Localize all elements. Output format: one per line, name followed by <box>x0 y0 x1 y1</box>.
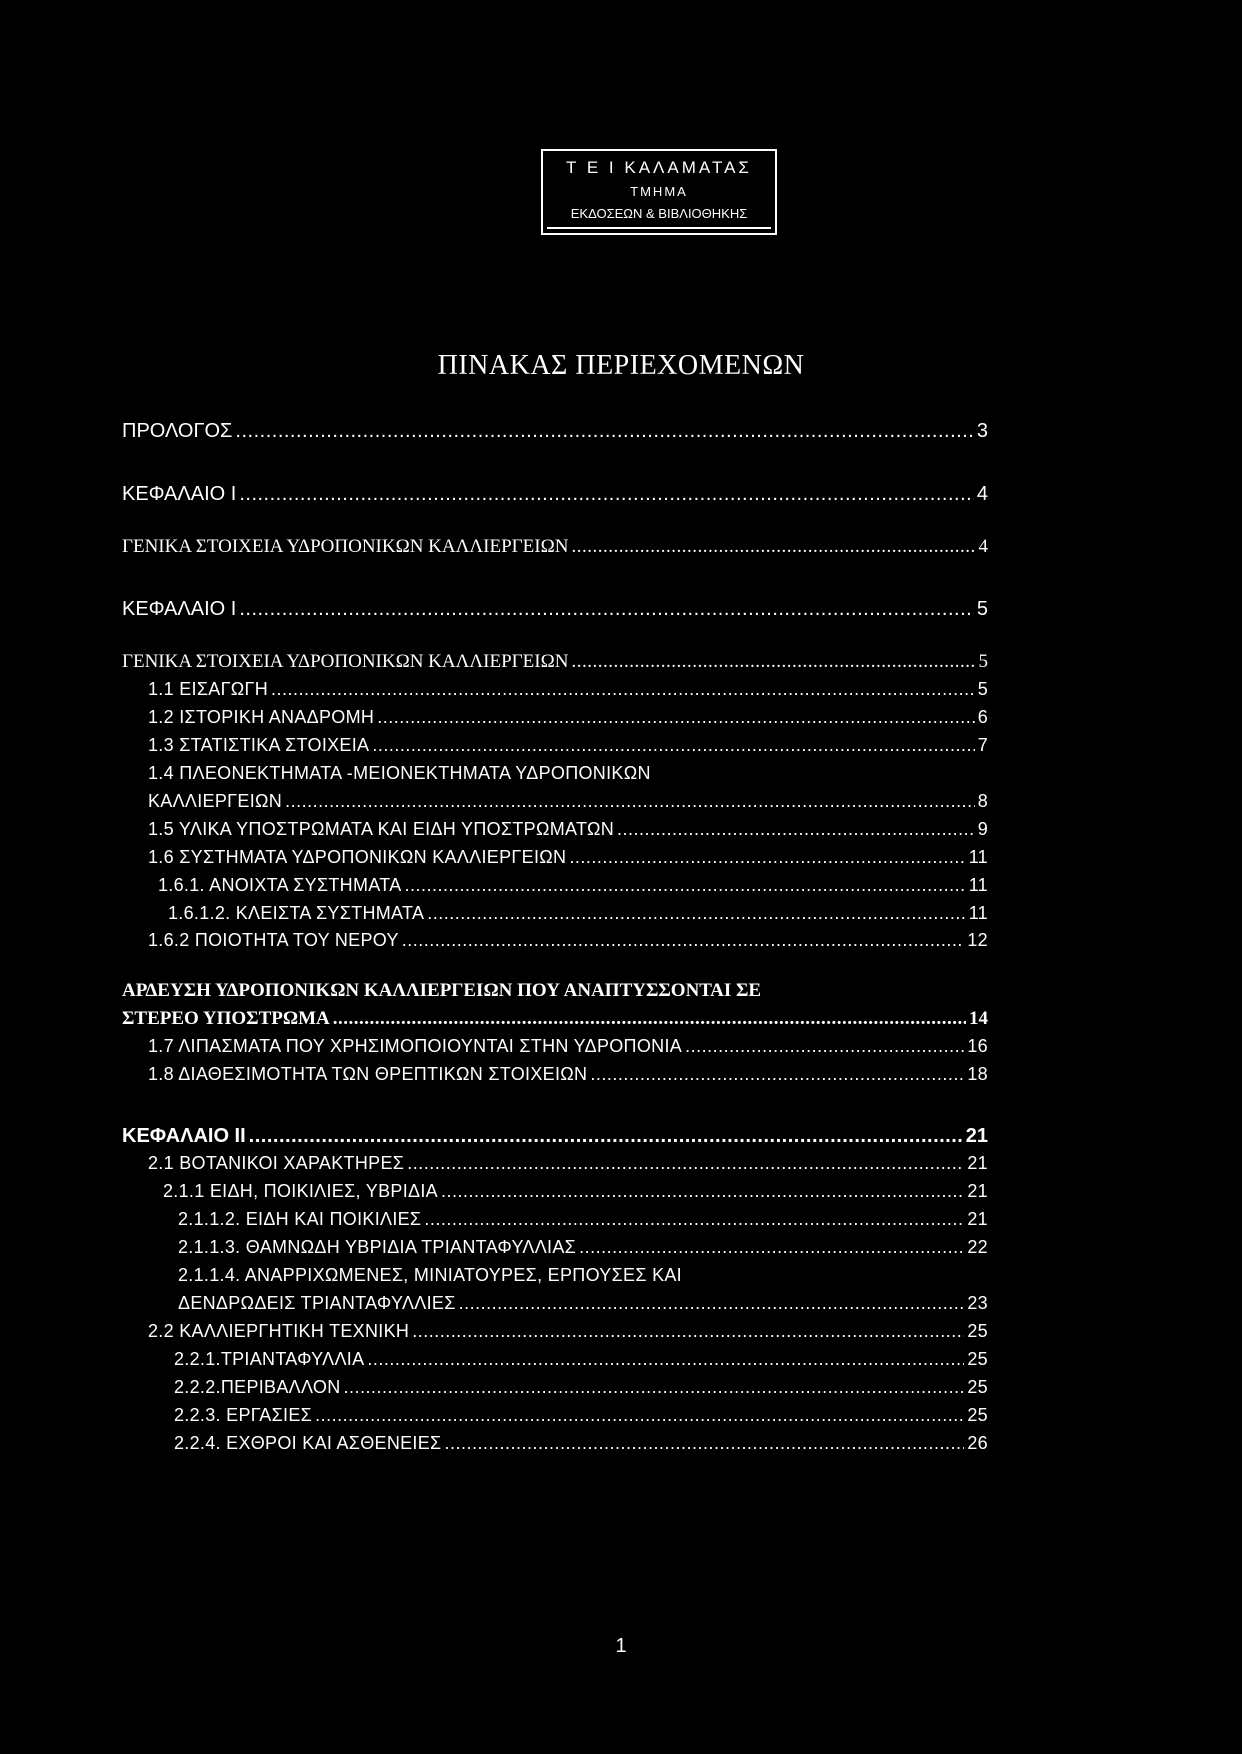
toc-entry-page: 11 <box>968 903 988 923</box>
toc-entry-page: 11 <box>968 847 988 867</box>
toc-entry-label: 2.2.4. ΕΧΘΡΟΙ ΚΑΙ ΑΣΘΕΝΕΙΕΣ <box>174 1433 442 1453</box>
toc-entry <box>148 791 988 812</box>
toc-entry-label: ΣΤΕΡΕΟ ΥΠΟΣΤΡΩΜΑ <box>122 1008 330 1029</box>
toc-entry-page: 5 <box>978 651 988 672</box>
toc-leader <box>333 1008 966 1030</box>
toc-entry <box>122 420 988 443</box>
toc-entry-label: 1.1 ΕΙΣΑΓΩΓΗ <box>148 679 269 699</box>
toc-leader <box>377 707 975 728</box>
toc-entry <box>148 819 988 840</box>
toc-entry-page: 4 <box>976 483 988 505</box>
toc-entry-page: 21 <box>967 1181 988 1201</box>
toc-entry <box>178 1293 988 1314</box>
toc-entry-label: ΚΑΛΛΙΕΡΓΕΙΩΝ <box>148 791 283 811</box>
toc-entry-label: ΚΕΦΑΛΑΙΟ Ι <box>122 483 237 505</box>
toc-leader <box>405 875 966 896</box>
toc-entry-page: 25 <box>967 1321 988 1341</box>
toc-entry-label: 1.6.1.2. ΚΛΕΙΣΤΑ ΣΥΣΤΗΜΑΤΑ <box>168 903 425 923</box>
toc-leader <box>249 1125 963 1148</box>
toc-leader <box>235 420 973 443</box>
toc-entry <box>148 735 988 756</box>
toc-entry <box>178 1237 988 1258</box>
toc-leader <box>571 536 975 558</box>
toc-entry <box>148 679 988 700</box>
toc-entry-page: 21 <box>967 1209 988 1229</box>
toc-entry-label: 2.2 ΚΑΛΛΙΕΡΓΗΤΙΚΗ ΤΕΧΝΙΚΗ <box>148 1321 410 1341</box>
toc-entry <box>174 1433 988 1454</box>
toc-entry <box>122 651 988 673</box>
toc-leader <box>459 1293 965 1314</box>
page-number: 1 <box>615 1635 627 1657</box>
toc-entry-label-line1: ΑΡΔΕΥΣΗ ΥΔΡΟΠΟΝΙΚΩΝ ΚΑΛΛΙΕΡΓΕΙΩΝ ΠΟΥ ΑΝΑΠΤΥΣΣΟΝΤΑΙ ΣΕ <box>122 980 762 1001</box>
toc-entry <box>148 1064 988 1085</box>
toc-leader <box>569 847 965 868</box>
toc-entry <box>122 1008 988 1030</box>
toc-entry <box>148 1036 988 1057</box>
page-title: ΠΙΝΑΚΑΣ ΠΕΡΙΕΧΟΜΕΝΩΝ <box>437 350 805 381</box>
toc-leader <box>271 679 975 700</box>
toc-entry-page: 21 <box>965 1125 988 1147</box>
toc-leader <box>617 819 975 840</box>
toc-entry <box>122 1125 988 1148</box>
toc-entry-label: ΓΕΝΙΚΑ ΣΤΟΙΧΕΙΑ ΥΔΡΟΠΟΝΙΚΩΝ ΚΑΛΛΙΕΡΓΕΙΩΝ <box>122 536 569 557</box>
toc-entry-label-line1: 2.1.1.4. ΑΝΑΡΡΙΧΩΜΕΝΕΣ, ΜΙΝΙΑΤΟΥΡΕΣ, ΕΡΠΟΥΣΕΣ ΚΑΙ <box>178 1265 682 1285</box>
toc-entry-label: 2.2.1.ΤΡΙΑΝΤΑΦΥΛΛΙΑ <box>174 1349 365 1369</box>
toc-leader <box>590 1064 964 1085</box>
toc-entry-page: 18 <box>967 1064 988 1084</box>
toc-entry-label: 2.1 ΒΟΤΑΝΙΚΟΙ ΧΑΡΑΚΤΗΡΕΣ <box>148 1153 405 1173</box>
toc-entry <box>178 1209 988 1230</box>
toc-leader <box>412 1321 964 1342</box>
toc-entry-label: 2.1.1.3. ΘΑΜΝΩΔΗ ΥΒΡΙΔΙΑ ΤΡΙΑΝΤΑΦΥΛΛΙΑΣ <box>178 1237 577 1257</box>
toc-entry-label-line1: 1.4 ΠΛΕΟΝΕΚΤΗΜΑΤΑ -ΜΕΙΟΝΕΚΤΗΜΑΤΑ ΥΔΡΟΠΟΝΙΚΩΝ <box>148 763 651 783</box>
toc-entry-page: 25 <box>967 1405 988 1425</box>
toc-entry-label: ΚΕΦΑΛΑΙΟ ΙΙ <box>122 1125 246 1147</box>
toc-entry-label: 1.3 ΣΤΑΤΙΣΤΙΚΑ ΣΤΟΙΧΕΙΑ <box>148 735 370 755</box>
toc-entry-page: 12 <box>967 930 988 950</box>
toc-leader <box>239 483 974 506</box>
toc-leader <box>285 791 975 812</box>
toc-entry <box>122 483 988 506</box>
toc-entry-page: 25 <box>967 1349 988 1369</box>
toc-entry <box>148 1153 988 1174</box>
toc-entry <box>168 903 988 924</box>
toc-leader <box>579 1237 964 1258</box>
toc-entry-label: ΓΕΝΙΚΑ ΣΤΟΙΧΕΙΑ ΥΔΡΟΠΟΝΙΚΩΝ ΚΑΛΛΙΕΡΓΕΙΩΝ <box>122 651 569 672</box>
toc-entry-label: 2.2.2.ΠΕΡΙΒΑΛΛΟΝ <box>174 1377 341 1397</box>
toc-entry-page: 6 <box>977 707 988 727</box>
toc-entry-page: 16 <box>967 1036 988 1056</box>
toc-entry-label: 1.8 ΔΙΑΘΕΣΙΜΟΤΗΤΑ ΤΩΝ ΘΡΕΠΤΙΚΩΝ ΣΤΟΙΧΕΙΩΝ <box>148 1064 588 1084</box>
toc-entry-label: ΔΕΝΔΡΩΔΕΙΣ ΤΡΙΑΝΤΑΦΥΛΛΙΕΣ <box>178 1293 456 1313</box>
toc-leader <box>424 1209 964 1230</box>
toc-entry-label: 1.6.2 ΠΟΙΟΤΗΤΑ ΤΟΥ ΝΕΡΟΥ <box>148 930 399 950</box>
library-stamp <box>541 149 777 235</box>
toc-entry <box>122 598 988 621</box>
toc-entry-page: 7 <box>977 735 988 755</box>
stamp-underline <box>547 227 771 229</box>
stamp-line-1: Τ Ε Ι ΚΑΛΑΜΑΤΑΣ <box>566 158 752 177</box>
toc-leader <box>367 1349 964 1370</box>
toc-entry-label: 1.6 ΣΥΣΤΗΜΑΤΑ ΥΔΡΟΠΟΝΙΚΩΝ ΚΑΛΛΙΕΡΓΕΙΩΝ <box>148 847 567 867</box>
toc-entry <box>163 1181 988 1202</box>
toc-leader <box>239 598 974 621</box>
toc-leader <box>402 930 965 951</box>
toc-leader <box>571 651 975 673</box>
toc-entry-label: 1.2 ΙΣΤΟΡΙΚΗ ΑΝΑΔΡΟΜΗ <box>148 707 375 727</box>
toc-entry-page: 11 <box>968 875 988 895</box>
toc-entry-label: 1.7 ΛΙΠΑΣΜΑΤΑ ΠΟΥ ΧΡΗΣΙΜΟΠΟΙΟΥΝΤΑΙ ΣΤΗΝ ΥΔΡΟΠΟΝΙΑ <box>148 1036 683 1056</box>
toc-entry-page: 4 <box>978 536 988 557</box>
toc-entry <box>174 1405 988 1426</box>
toc-entry <box>148 707 988 728</box>
toc-leader <box>407 1153 964 1174</box>
toc-entry-label: ΚΕΦΑΛΑΙΟ Ι <box>122 598 237 620</box>
toc-entry-page: 23 <box>967 1293 988 1313</box>
toc-entry-page: 25 <box>967 1377 988 1397</box>
toc-entry-label: ΠΡΟΛΟΓΟΣ <box>122 420 233 442</box>
stamp-line-2: ΤΜΗΜΑ <box>630 184 688 199</box>
toc-entry-page: 22 <box>967 1237 988 1257</box>
toc-entry <box>122 536 988 558</box>
toc-entry <box>148 930 988 951</box>
toc-leader <box>444 1433 964 1454</box>
toc-entry <box>174 1377 988 1398</box>
toc-entry-page: 5 <box>977 679 988 699</box>
toc-leader <box>685 1036 964 1057</box>
toc-entry-page: 14 <box>969 1008 988 1029</box>
toc-entry <box>148 1321 988 1342</box>
toc-leader <box>441 1181 964 1202</box>
toc-entry-label: 2.1.1 ΕΙΔΗ, ΠΟΙΚΙΛΙΕΣ, ΥΒΡΙΔΙΑ <box>163 1181 438 1201</box>
toc-entry-label: 1.5 ΥΛΙΚΑ ΥΠΟΣΤΡΩΜΑΤΑ ΚΑΙ ΕΙΔΗ ΥΠΟΣΤΡΩΜΑΤΩΝ <box>148 819 615 839</box>
toc-entry-page: 21 <box>967 1153 988 1173</box>
toc-leader <box>372 735 974 756</box>
toc-leader <box>315 1405 964 1426</box>
toc-entry-label: 1.6.1. ΑΝΟΙΧΤΑ ΣΥΣΤΗΜΑΤΑ <box>158 875 402 895</box>
toc-entry <box>158 875 988 896</box>
toc-entry-label: 2.1.1.2. ΕΙΔΗ ΚΑΙ ΠΟΙΚΙΛΙΕΣ <box>178 1209 422 1229</box>
toc-entry-page: 5 <box>976 598 988 620</box>
toc-entry-label: 2.2.3. ΕΡΓΑΣΙΕΣ <box>174 1405 313 1425</box>
toc-leader <box>427 903 965 924</box>
toc-entry <box>174 1349 988 1370</box>
stamp-line-3: ΕΚΔΟΣΕΩΝ & ΒΙΒΛΙΟΘΗΚΗΣ <box>570 206 748 221</box>
toc-leader <box>344 1377 965 1398</box>
toc-entry <box>148 847 988 868</box>
toc-entry-page: 26 <box>967 1433 988 1453</box>
toc-entry-page: 3 <box>976 420 988 442</box>
toc-entry-page: 8 <box>977 791 988 811</box>
toc-entry-page: 9 <box>977 819 988 839</box>
